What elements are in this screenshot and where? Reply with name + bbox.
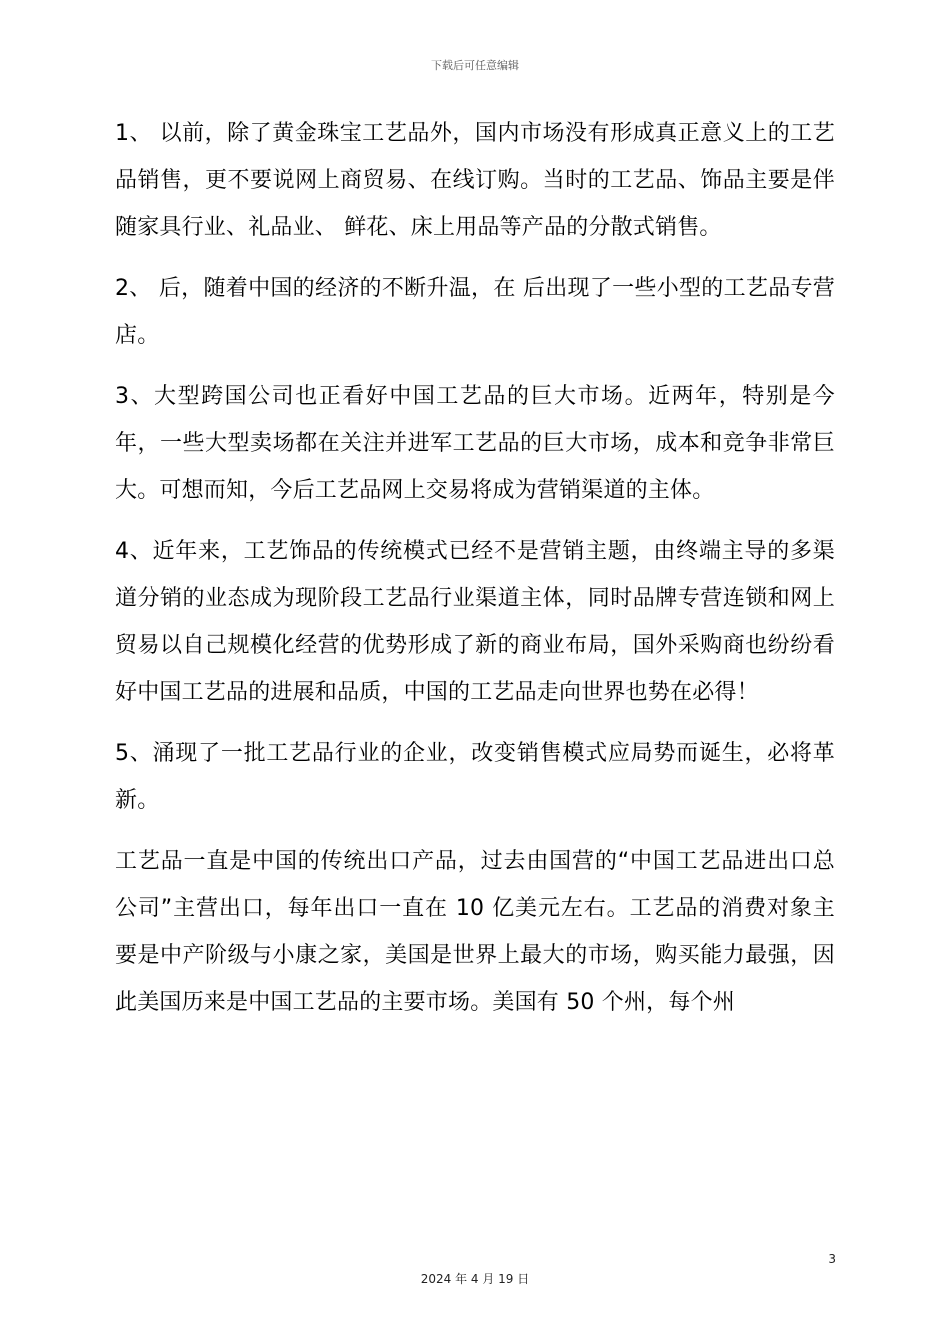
page-header: 下载后可任意编辑 xyxy=(431,59,519,72)
paragraph-2: 2、 后，随着中国的经济的不断升温，在 后出现了一些小型的工艺品专营店。 xyxy=(115,276,835,348)
paragraph-6: 工艺品一直是中国的传统出口产品，过去由国营的“中国工艺品进出口总公司”主营出口，每年出口一直在 10 亿美元左右。工艺品的消费对象主要是中产阶级与小康之家，美国是世界上最大的市场，购买能力最强，因此美国历来是中国工艺品的主要市场。美国有 50 个州，每个州 xyxy=(115,849,835,1015)
paragraph-4: 4、近年来，工艺饰品的传统模式已经不是营销主题，由终端主导的多渠道分销的业态成为现阶段工艺品行业渠道主体，同时品牌专营连锁和网上贸易以自己规模化经营的优势形成了新的商业布局，国外采购商也纷纷看好中国工艺品的进展和品质，中国的工艺品走向世界也势在必得！ xyxy=(115,539,835,705)
page-number: 3 xyxy=(828,1252,836,1266)
footer-date: 2024 年 4 月 19 日 xyxy=(420,1272,530,1286)
document-body xyxy=(115,110,835,1040)
paragraph-3: 3、大型跨国公司也正看好中国工艺品的巨大市场。近两年，特别是今年，一些大型卖场都在关注并进军工艺品的巨大市场，成本和竞争非常巨大。可想而知，今后工艺品网上交易将成为营销渠道的主体。 xyxy=(115,384,835,503)
paragraph-1: 1、 以前，除了黄金珠宝工艺品外，国内市场没有形成真正意义上的工艺品销售，更不要说网上商贸易、在线订购。当时的工艺品、饰品主要是伴随家具行业、礼品业、 鲜花、床上用品等产品的分散式销售。 xyxy=(115,121,835,240)
paragraph-5: 5、涌现了一批工艺品行业的企业，改变销售模式应局势而诞生，必将革新。 xyxy=(115,741,835,813)
